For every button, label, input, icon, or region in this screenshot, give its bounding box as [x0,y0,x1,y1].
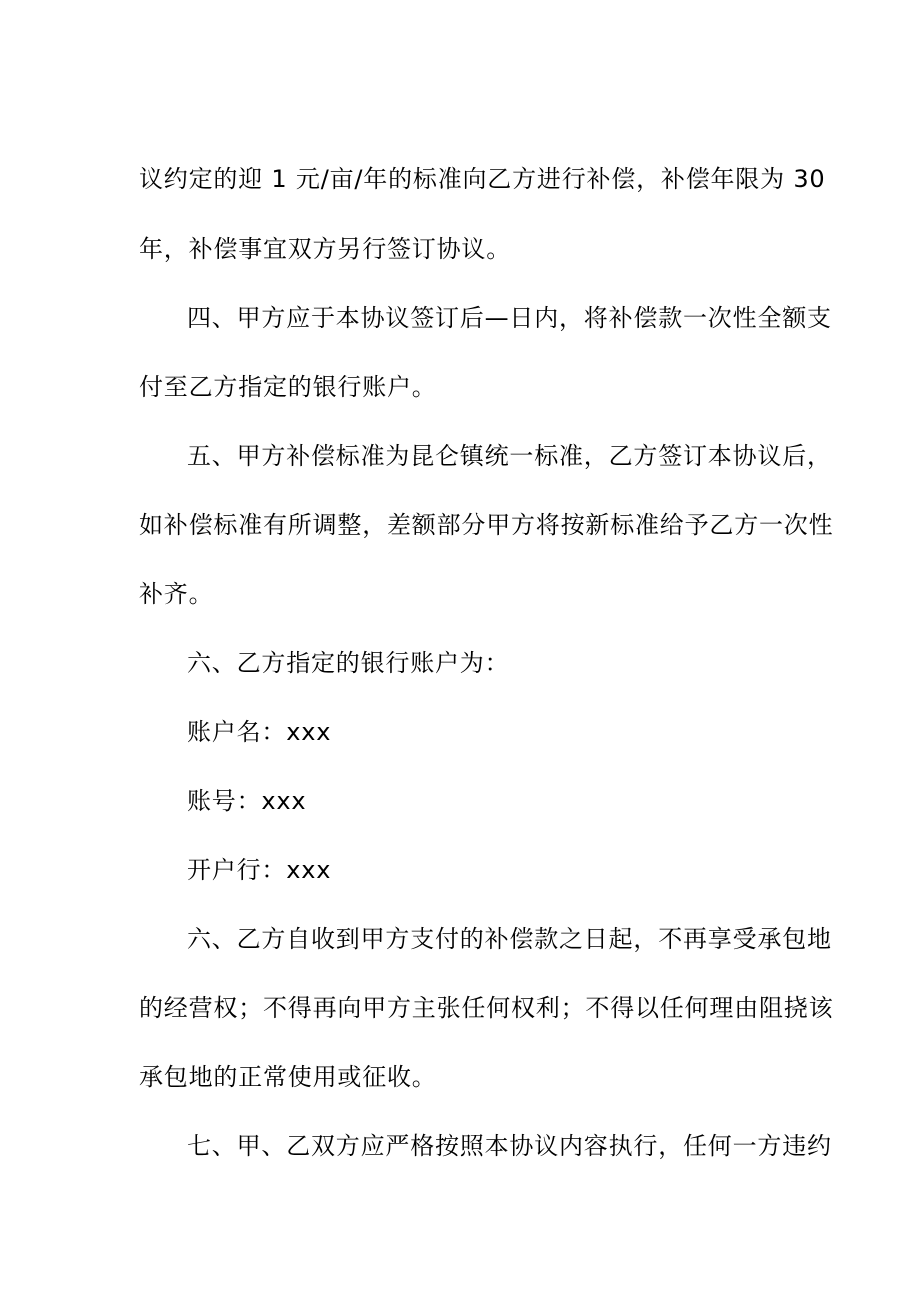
clause-four-line-1: 四、甲方应于本协议签订后—日内，将补偿款一次性全额支 [187,304,832,332]
clause-five-line-3: 补齐。 [139,580,214,608]
clause-seven-line-1: 七、甲、乙双方应严格按照本协议内容执行，任何一方违约 [187,1132,832,1160]
text-line-1: 议约定的迎 1 元/亩/年的标准向乙方进行补偿，补偿年限为 30 [139,165,826,193]
clause-six-heading: 六、乙方指定的银行账户为： [187,649,510,677]
clause-six-b-line-2: 的经营权；不得再向甲方主张任何权利；不得以任何理由阻挠该 [139,994,834,1022]
clause-four-line-2: 付至乙方指定的银行账户。 [139,373,437,401]
clause-six-b-line-1: 六、乙方自收到甲方支付的补偿款之日起，不再享受承包地 [187,925,832,953]
clause-six-b-line-3: 承包地的正常使用或征收。 [139,1063,437,1091]
clause-five-line-1: 五、甲方补偿标准为昆仑镇统一标准，乙方签订本协议后， [187,442,832,470]
text-line-2: 年，补偿事宜双方另行签订协议。 [139,235,511,263]
opening-bank: 开户行：xxx [187,856,332,884]
account-number: 账号：xxx [187,787,307,815]
clause-five-line-2: 如补偿标准有所调整，差额部分甲方将按新标准给予乙方一次性 [139,511,834,539]
account-name: 账户名：xxx [187,718,332,746]
